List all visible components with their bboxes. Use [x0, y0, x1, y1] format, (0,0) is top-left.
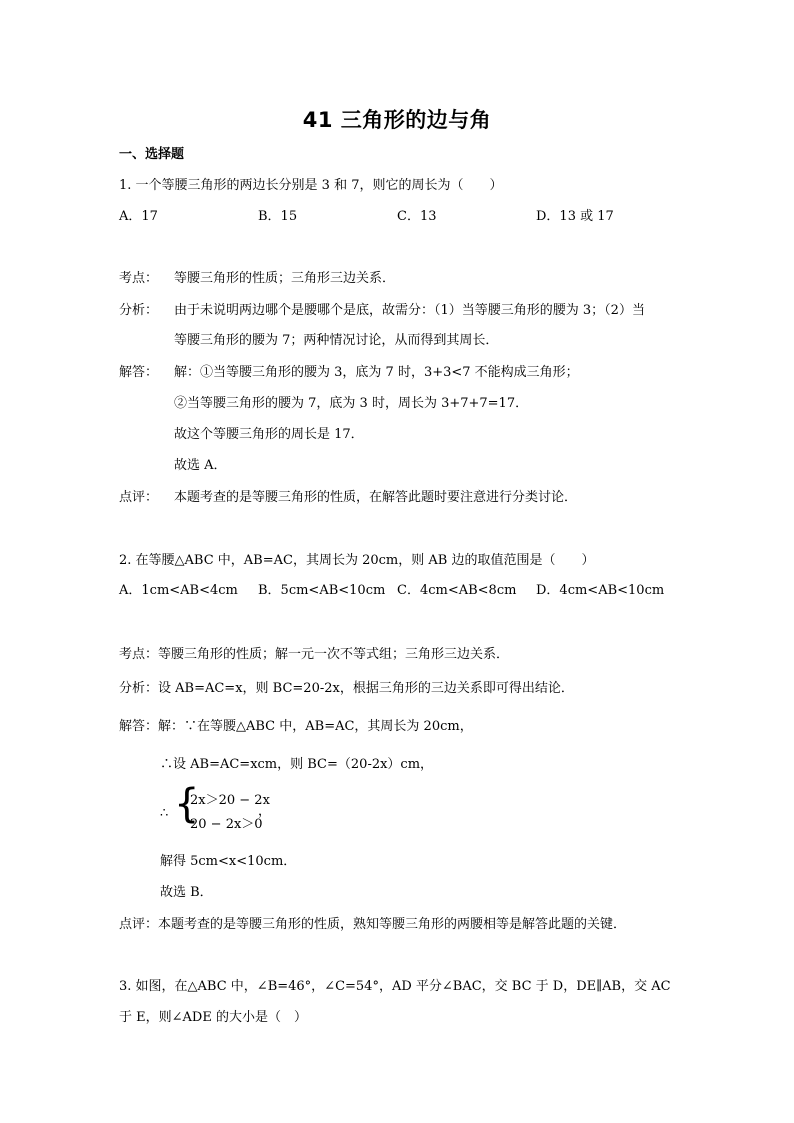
q1-option-d: D．13 或 17 [536, 209, 614, 224]
q1-option-b: B．15 [258, 209, 298, 224]
q2-system-comma: ， [258, 804, 272, 819]
q1-jieda-line-3: 故这个等腰三角形的周长是 17． [174, 427, 364, 442]
q2-jieda-line-1: 解答：解：∵在等腰△ABC 中，AB=AC，其周长为 20cm， [119, 719, 473, 734]
q2-jieda-line-2: ∴设 AB=AC=xcm，则 BC=（20-2x）cm， [160, 757, 434, 772]
q2-therefore: ∴ [160, 806, 169, 821]
q1-jieda-line-4: 故选 A． [174, 458, 227, 473]
q1-jieda-label: 解答： [119, 365, 159, 380]
q2-option-a: A．1cm<AB<4cm [119, 583, 238, 598]
q1-jieda-line-1: 解：①当等腰三角形的腰为 3，底为 7 时，3+3<7 不能构成三角形； [174, 365, 579, 380]
q2-stem: 2. 在等腰△ABC 中，AB=AC，其周长为 20cm，则 AB 边的取值范围是（ ） [119, 553, 595, 568]
q2-kaodian: 考点：等腰三角形的性质；解一元一次不等式组；三角形三边关系． [119, 647, 510, 662]
q1-fenxi-label: 分析： [119, 303, 159, 318]
q1-jieda-line-2: ②当等腰三角形的腰为 7，底为 3 时，周长为 3+7+7=17． [174, 396, 529, 411]
q2-option-c: C．4cm<AB<8cm [397, 583, 517, 598]
q1-stem: 1. 一个等腰三角形的两边长分别是 3 和 7，则它的周长为（ ） [119, 178, 503, 193]
page-title: 41 三角形的边与角 [302, 108, 492, 132]
q1-dianping-label: 点评： [119, 490, 159, 505]
q2-jieda-line-3: 解得 5cm<x<10cm． [160, 854, 297, 869]
q3-stem-line-1: 3. 如图，在△ABC 中，∠B=46°，∠C=54°，AD 平分∠BAC，交 BC 于 D，DE∥AB，交 AC [119, 979, 671, 994]
q1-dianping: 本题考查的是等腰三角形的性质，在解答此题时要注意进行分类讨论． [174, 490, 578, 505]
q3-stem-line-2: 于 E，则∠ADE 的大小是（ ） [119, 1010, 307, 1025]
q2-fenxi: 分析：设 AB=AC=x，则 BC=20-2x，根据三角形的三边关系即可得出结论． [119, 681, 574, 696]
q1-fenxi-line-2: 等腰三角形的腰为 7；两种情况讨论，从而得到其周长． [174, 333, 499, 348]
q2-option-b: B．5cm<AB<10cm [258, 583, 386, 598]
q1-kaodian: 等腰三角形的性质；三角形三边关系． [174, 271, 396, 286]
q2-system-line-2: 20 − 2x＞0 [190, 817, 263, 832]
q1-option-a: A．17 [119, 209, 158, 224]
q1-kaodian-label: 考点： [119, 271, 159, 286]
q2-dianping: 点评：本题考查的是等腰三角形的性质，熟知等腰三角形的两腰相等是解答此题的关键． [119, 917, 627, 932]
brace-icon: { [174, 781, 200, 827]
q2-option-d: D．4cm<AB<10cm [536, 583, 665, 598]
section-heading: 一、选择题 [119, 147, 185, 162]
q1-fenxi-line-1: 由于未说明两边哪个是腰哪个是底，故需分：（1）当等腰三角形的腰为 3；（2）当 [174, 303, 645, 318]
q1-option-c: C．13 [397, 209, 437, 224]
q2-system-line-1: 2x＞20 − 2x [190, 793, 270, 808]
q2-jieda-line-4: 故选 B． [160, 885, 213, 900]
